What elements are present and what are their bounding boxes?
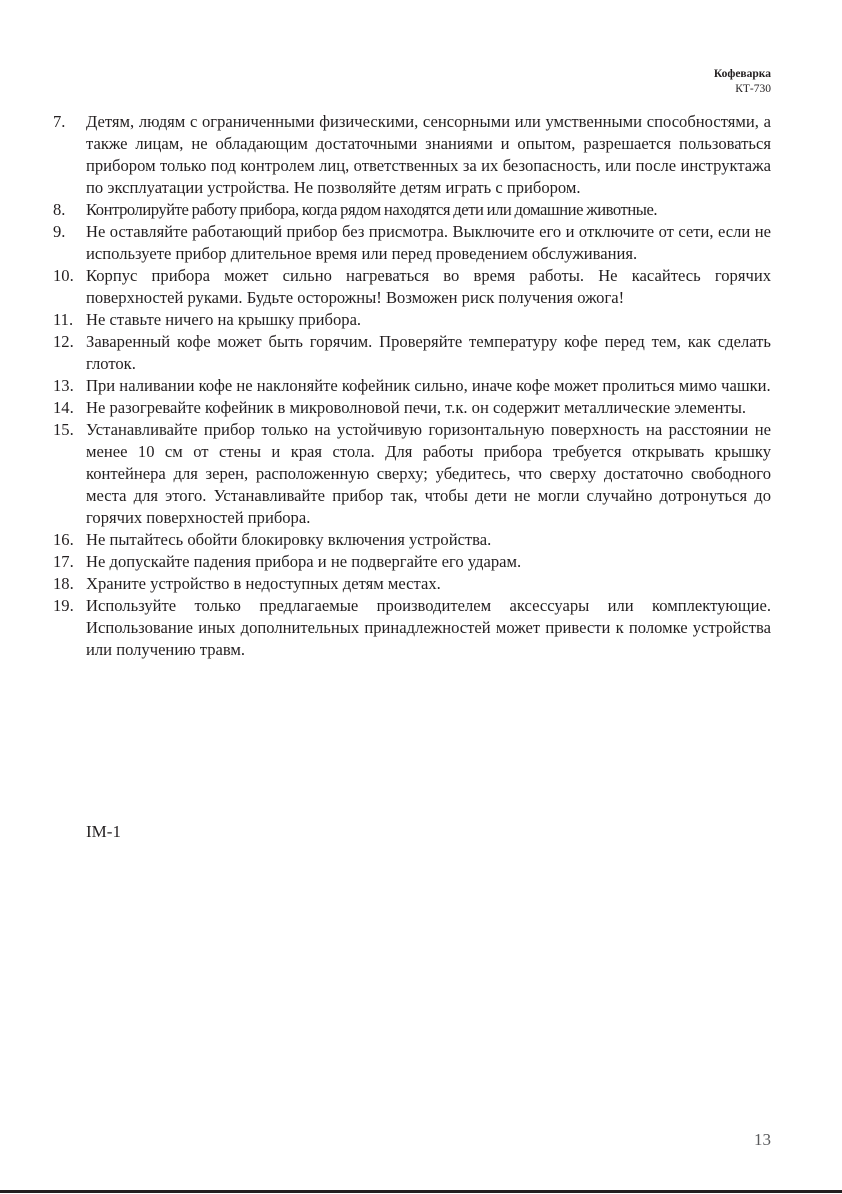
item-text: Корпус прибора может сильно нагреваться во время работы. Не касайтесь горячих поверхностей руками. Будьте осторожны! Возможен риск получения ожога! <box>86 266 771 307</box>
list-item <box>53 265 771 309</box>
item-number: 9. <box>53 222 66 241</box>
item-text: При наливании кофе не наклоняйте кофейник сильно, иначе кофе может пролиться мимо чашки. <box>86 376 771 395</box>
document-header <box>714 67 771 97</box>
item-number: 12. <box>53 332 74 351</box>
item-number: 11. <box>53 310 74 329</box>
list-item <box>53 419 771 529</box>
product-title: Кофеварка <box>713 68 771 80</box>
list-item <box>53 375 771 397</box>
item-text: Заваренный кофе может быть горячим. Проверяйте температуру кофе перед тем, как сделать глоток. <box>86 332 771 373</box>
item-number: 7. <box>53 112 66 131</box>
item-text: Храните устройство в недоступных детям местах. <box>86 574 441 593</box>
item-text: Не оставляйте работающий прибор без присмотра. Выключите его и отключите от сети, если не используете прибор длительное время или перед проведением обслуживания. <box>86 222 771 263</box>
list-item <box>53 529 771 551</box>
item-number: 15. <box>53 420 74 439</box>
bottom-divider <box>0 1190 842 1193</box>
item-text: Используйте только предлагаемые производителем аксессуары или комплектующие. Использование иных дополнительных принадлежностей может привести к поломке устройства или получению травм. <box>86 596 771 659</box>
list-item <box>53 595 771 661</box>
item-number: 10. <box>53 266 74 285</box>
item-number: 13. <box>53 376 74 395</box>
item-number: 17. <box>53 552 74 571</box>
item-text: Детям, людям с ограниченными физическими, сенсорными или умственными способностями, а также лицам, не обладающим достаточными знаниями и опытом, разрешается пользоваться прибором только под контролем лиц, ответственных за их безопасность, или после инструктажа по эксплуатации устройства. Не позволяйте детям играть с прибором. <box>86 112 771 197</box>
product-model: КТ-730 <box>735 83 771 95</box>
page-number: 13 <box>754 1130 771 1149</box>
item-number: 18. <box>53 574 74 593</box>
item-text: Устанавливайте прибор только на устойчивую горизонтальную поверхность на расстоянии не менее 10 см от стены и края стола. Для работы прибора требуется открывать крышку контейнера для зерен, расположенную сверху; убедитесь, что сверху достаточно свободного места для этого. Устанавливайте прибор так, чтобы дети не могли случайно дотронуться до горячих поверхностей прибора. <box>86 420 771 527</box>
document-code: IM-1 <box>86 822 121 841</box>
item-number: 14. <box>53 398 74 417</box>
item-text: Не разогревайте кофейник в микроволновой печи, т.к. он содержит металлические элементы. <box>86 398 747 417</box>
item-number: 19. <box>53 596 74 615</box>
safety-instructions-list <box>53 111 771 661</box>
item-text: Контролируйте работу прибора, когда рядом находятся дети или домашние животные. <box>86 200 658 219</box>
item-text: Не ставьте ничего на крышку прибора. <box>86 310 362 329</box>
list-item <box>53 573 771 595</box>
item-number: 16. <box>53 530 74 549</box>
list-item <box>53 199 771 221</box>
list-item <box>53 111 771 199</box>
item-text: Не допускайте падения прибора и не подвергайте его ударам. <box>86 552 522 571</box>
list-item <box>53 551 771 573</box>
list-item <box>53 221 771 265</box>
list-item <box>53 397 771 419</box>
item-number: 8. <box>53 200 66 219</box>
list-item <box>53 309 771 331</box>
list-item <box>53 331 771 375</box>
item-text: Не пытайтесь обойти блокировку включения устройства. <box>86 530 492 549</box>
